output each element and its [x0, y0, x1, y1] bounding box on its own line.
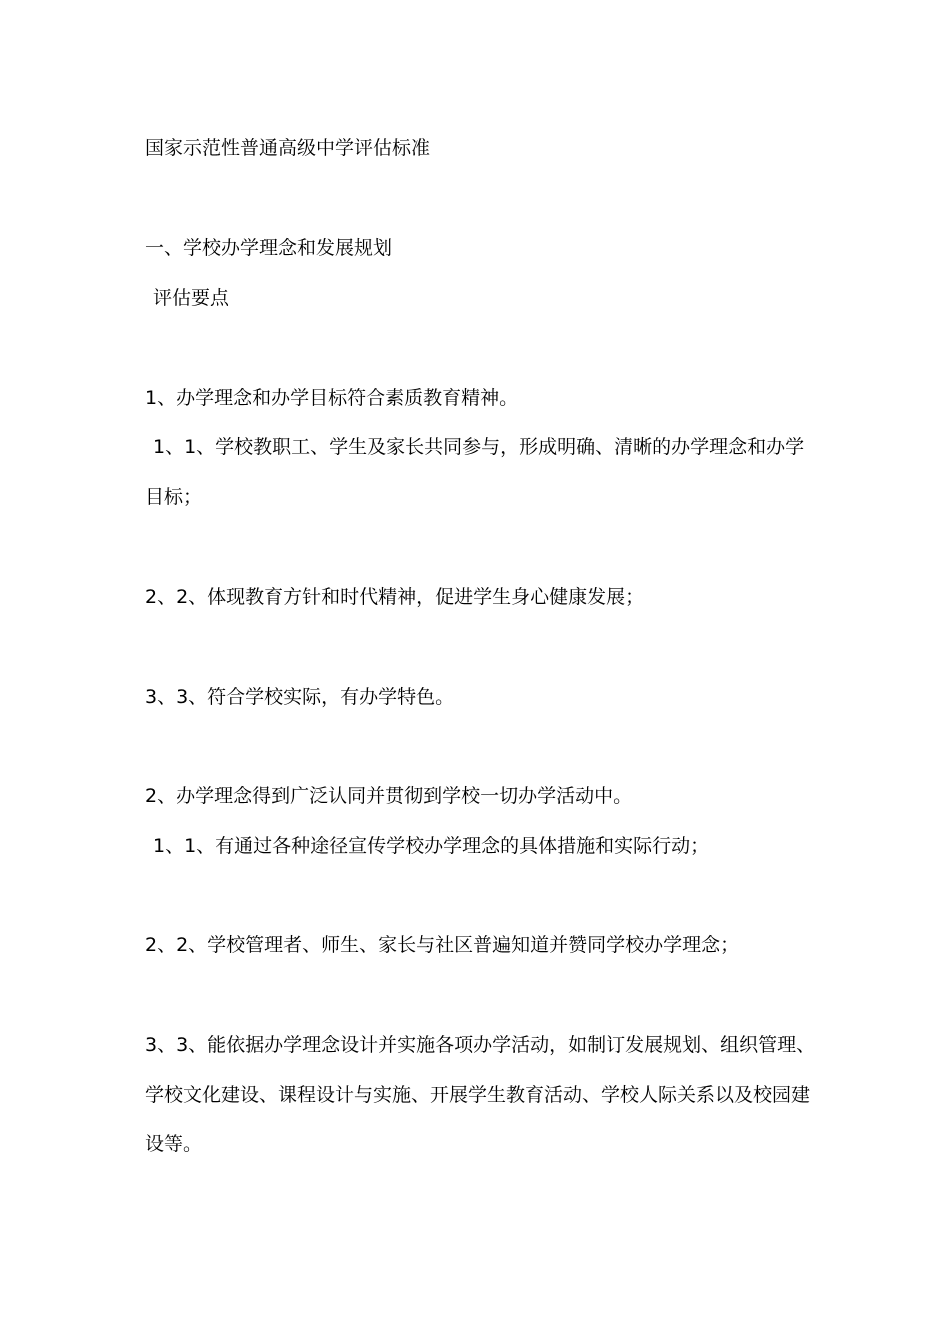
section-heading: 一、学校办学理念和发展规划	[145, 237, 393, 259]
evaluation-points-subheading: 评估要点	[153, 287, 230, 309]
item-2-point-3-line-2: 学校文化建设、课程设计与实施、开展学生教育活动、学校人际关系以及校园建	[145, 1084, 811, 1106]
item-2-point-1: 1、1、有通过各种途径宣传学校办学理念的具体措施和实际行动；	[153, 835, 710, 857]
item-2-point-2: 2、2、学校管理者、师生、家长与社区普遍知道并赞同学校办学理念；	[145, 934, 740, 956]
item-1-point-1-line-1: 1、1、学校教职工、学生及家长共同参与，形成明确、清晰的办学理念和办学	[153, 436, 805, 458]
document-title: 国家示范性普通高级中学评估标准	[145, 137, 431, 159]
item-2-point-3-line-1: 3、3、能依据办学理念设计并实施各项办学活动，如制订发展规划、组织管理、	[145, 1034, 816, 1056]
item-1-heading: 1、办学理念和办学目标符合素质教育精神。	[145, 387, 519, 409]
item-1-point-3: 3、3、符合学校实际，有办学特色。	[145, 686, 455, 708]
item-2-heading: 2、办学理念得到广泛认同并贯彻到学校一切办学活动中。	[145, 785, 633, 807]
item-2-point-3-line-3: 设等。	[145, 1133, 203, 1155]
item-1-point-2: 2、2、体现教育方针和时代精神，促进学生身心健康发展；	[145, 586, 645, 608]
item-1-point-1-line-2: 目标；	[145, 486, 203, 508]
